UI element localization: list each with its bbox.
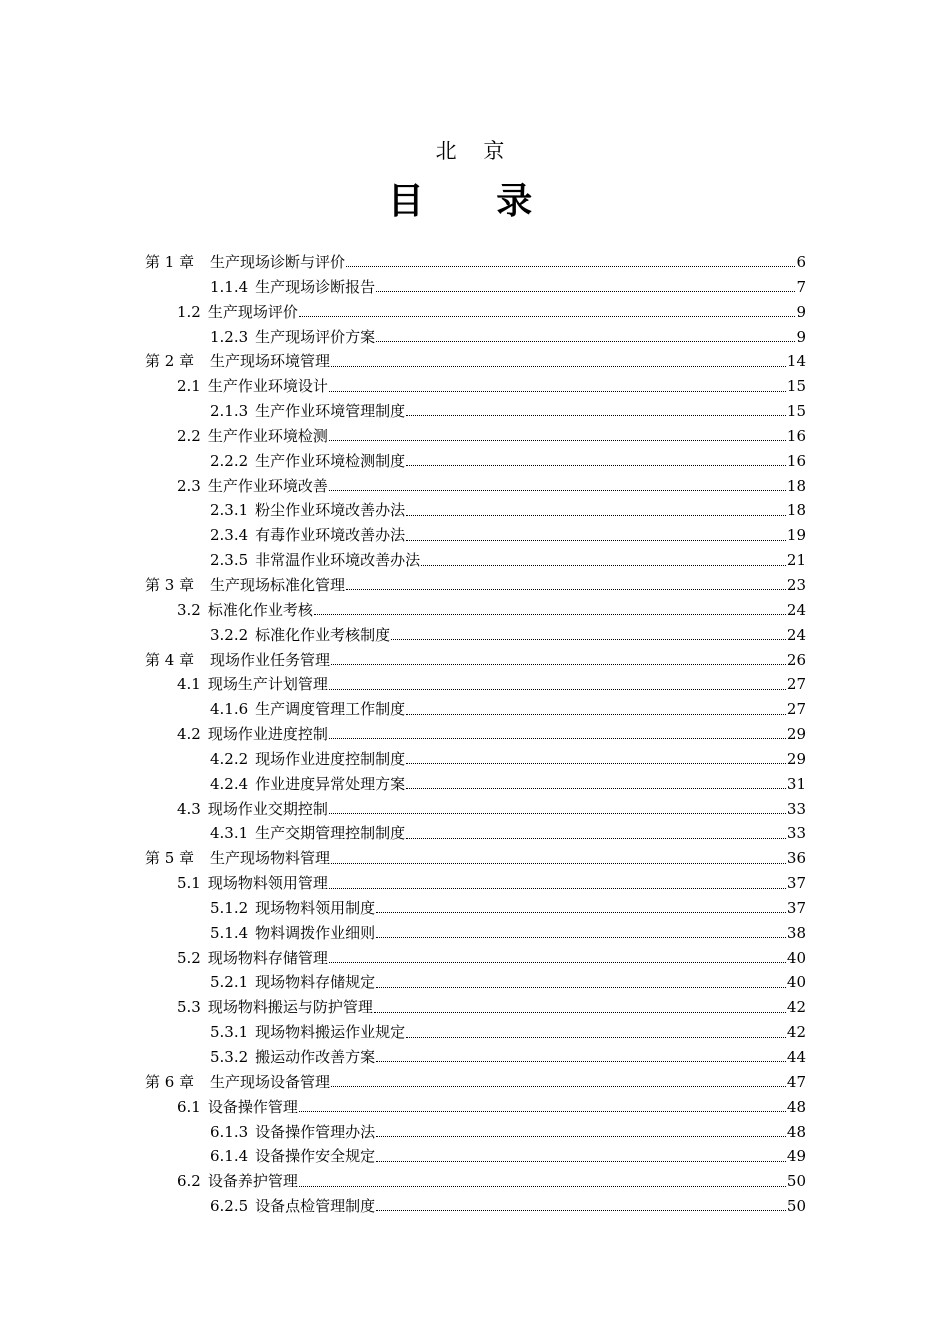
toc-entry[interactable] <box>145 896 806 921</box>
toc-entry-title: 生产作业环境检测制度 <box>255 451 406 470</box>
toc-entry-page: 40 <box>786 948 806 967</box>
toc-entry-page: 16 <box>786 426 806 445</box>
dot-leader <box>376 1124 786 1140</box>
toc-entry-page: 36 <box>786 849 806 868</box>
dot-leader <box>406 702 786 718</box>
dot-leader <box>329 677 786 693</box>
toc-entry[interactable] <box>145 772 806 797</box>
toc-entry-number: 6.2 <box>177 1172 201 1191</box>
toc-entry-page: 6 <box>796 253 806 271</box>
toc-entry-page: 50 <box>786 1172 806 1191</box>
toc-entry-number: 4.1.6 <box>210 700 249 719</box>
toc-entry-page: 33 <box>786 799 806 818</box>
toc-entry-title: 现场物料搬运作业规定 <box>255 1023 406 1042</box>
toc-entry[interactable] <box>145 846 806 871</box>
toc-entry[interactable] <box>145 1020 806 1045</box>
toc-entry[interactable] <box>145 250 806 275</box>
toc-entry-page: 26 <box>786 650 806 669</box>
toc-entry[interactable] <box>145 821 806 846</box>
toc-entry-page: 24 <box>786 600 806 619</box>
toc-entry-number: 第 6 章 <box>145 1072 195 1091</box>
toc-entry-page: 29 <box>786 725 806 744</box>
toc-entry[interactable] <box>145 548 806 573</box>
dot-leader <box>346 577 786 593</box>
toc-entry-page: 42 <box>786 1023 806 1042</box>
toc-entry-page: 24 <box>786 625 806 644</box>
toc-entry-number: 2.3 <box>177 476 201 495</box>
toc-entry-title: 生产调度管理工作制度 <box>255 700 406 719</box>
toc-entry-page: 9 <box>796 302 806 321</box>
toc-entry-page: 18 <box>786 501 806 520</box>
toc-entry-title: 生产现场设备管理 <box>210 1072 331 1091</box>
toc-entry-number: 2.2 <box>177 426 201 445</box>
toc-entry[interactable] <box>145 349 806 374</box>
toc-entry-number: 5.3.2 <box>210 1048 249 1066</box>
toc-entry-number: 2.1 <box>177 377 201 396</box>
dot-leader <box>406 1025 786 1041</box>
toc-entry-page: 48 <box>786 1122 806 1141</box>
toc-entry-page: 16 <box>786 451 806 470</box>
toc-entry-page: 40 <box>786 973 806 992</box>
toc-entry-title: 设备点检管理制度 <box>255 1197 376 1216</box>
toc-entry-title: 现场作业进度控制制度 <box>255 749 406 768</box>
toc-entry-number: 5.2 <box>177 948 201 967</box>
toc-entry-page: 50 <box>786 1197 806 1216</box>
toc-title: 目 录 <box>387 181 563 222</box>
toc-entry-number: 5.3.1 <box>210 1023 249 1042</box>
toc-entry-number: 1.2 <box>177 302 201 321</box>
toc-entry-page: 15 <box>786 402 806 421</box>
toc-entry-title: 现场物料领用制度 <box>255 898 376 917</box>
toc-entry-number: 2.1.3 <box>210 402 249 421</box>
toc-entry-number: 6.1 <box>177 1097 201 1116</box>
toc-entry-page: 44 <box>786 1048 806 1066</box>
toc-entry-title: 生产现场诊断报告 <box>255 277 376 296</box>
toc-entry[interactable] <box>145 921 806 946</box>
toc-entry[interactable] <box>145 449 806 474</box>
toc-entry-number: 6.1.4 <box>210 1147 249 1166</box>
toc-entry[interactable] <box>145 598 806 623</box>
toc-entry-title: 生产作业环境设计 <box>207 377 328 396</box>
toc-entry[interactable] <box>145 1194 806 1219</box>
toc-entry[interactable] <box>145 946 806 971</box>
toc-entry-number: 5.1.4 <box>210 923 249 942</box>
toc-entry-title: 现场物料存储管理 <box>207 948 328 967</box>
toc-entry-title: 现场物料领用管理 <box>207 874 328 893</box>
dot-leader <box>376 1149 786 1165</box>
toc-entry-title: 生产现场评价方案 <box>255 327 376 346</box>
toc-entry[interactable] <box>145 871 806 896</box>
toc-entry[interactable] <box>145 648 806 673</box>
toc-entry-number: 第 2 章 <box>145 352 195 371</box>
dot-leader <box>329 801 786 817</box>
toc-entry-title: 物料调拨作业细则 <box>255 923 376 942</box>
toc-entry-title: 生产作业环境检测 <box>207 426 328 445</box>
toc-entry[interactable] <box>145 275 806 300</box>
toc-entry-title: 现场作业交期控制 <box>207 799 328 818</box>
toc-entry-title: 生产作业环境改善 <box>207 476 328 495</box>
dot-leader <box>376 925 786 941</box>
toc-entry[interactable] <box>145 498 806 523</box>
dot-leader <box>374 1000 786 1016</box>
toc-entry[interactable] <box>145 523 806 548</box>
toc-entry[interactable] <box>145 399 806 424</box>
dot-leader <box>329 876 786 892</box>
toc-entry-page: 37 <box>786 898 806 917</box>
toc-entry-number: 2.2.2 <box>210 451 249 470</box>
dot-leader <box>406 453 786 469</box>
toc-entry[interactable] <box>145 1169 806 1194</box>
toc-entry-number: 4.3.1 <box>210 824 249 843</box>
dot-leader <box>331 354 786 370</box>
toc-entry-number: 4.2 <box>177 725 201 744</box>
toc-entry-title: 设备操作安全规定 <box>255 1147 376 1166</box>
toc-entry-title: 现场生产计划管理 <box>207 675 328 694</box>
toc-entry-page: 21 <box>786 551 806 570</box>
toc-entry-title: 设备操作管理 <box>207 1097 298 1116</box>
dot-leader <box>376 1049 786 1065</box>
toc-entry-page: 49 <box>786 1147 806 1166</box>
toc-entry-title: 现场物料存储规定 <box>255 973 376 992</box>
toc-entry-number: 4.1 <box>177 675 201 694</box>
dot-leader <box>406 403 786 419</box>
toc-entry[interactable] <box>145 697 806 722</box>
toc-entry-number: 5.1 <box>177 874 201 893</box>
toc-entry[interactable] <box>145 1095 806 1120</box>
toc-entry-page: 15 <box>786 377 806 396</box>
dot-leader <box>331 1074 786 1090</box>
toc-entry[interactable] <box>145 1045 806 1070</box>
dot-leader <box>406 503 786 519</box>
toc-entry-title: 设备操作管理办法 <box>255 1122 376 1141</box>
dot-leader <box>406 528 786 544</box>
toc-entry-number: 4.2.2 <box>210 749 249 768</box>
toc-entry-page: 38 <box>786 923 806 942</box>
dot-leader <box>329 379 786 395</box>
dot-leader <box>376 975 786 991</box>
toc-entry-page: 27 <box>786 675 806 694</box>
dot-leader <box>329 726 786 742</box>
dot-leader <box>299 1174 786 1190</box>
toc-entry-number: 6.2.5 <box>210 1197 249 1216</box>
toc-entry[interactable] <box>145 1120 806 1145</box>
toc-entry-number: 6.1.3 <box>210 1122 249 1141</box>
toc-entry[interactable] <box>145 672 806 697</box>
toc-entry-number: 5.2.1 <box>210 973 249 992</box>
toc-entry-title: 标准化作业考核制度 <box>255 625 391 644</box>
toc-entry-title: 生产作业环境管理制度 <box>255 402 406 421</box>
toc-entry-page: 23 <box>786 575 806 594</box>
dot-leader <box>376 1198 786 1214</box>
toc-entry-number: 4.2.4 <box>210 774 249 793</box>
dot-leader <box>299 304 796 320</box>
toc-entry[interactable] <box>145 747 806 772</box>
dot-leader <box>299 1099 786 1115</box>
toc-entry-title: 现场物料搬运与防护管理 <box>207 998 373 1017</box>
dot-leader <box>391 627 786 643</box>
toc-entry-page: 37 <box>786 874 806 893</box>
toc-entry-number: 第 4 章 <box>145 650 195 669</box>
toc-entry-title: 生产现场物料管理 <box>210 849 331 868</box>
toc-entry[interactable] <box>145 325 806 350</box>
toc-entry-title: 标准化作业考核 <box>207 600 313 619</box>
toc-entry-title: 搬运动作改善方案 <box>255 1048 376 1066</box>
toc-entry-number: 第 5 章 <box>145 849 195 868</box>
toc-entry-title: 生产交期管理控制制度 <box>255 824 406 843</box>
toc-entry-number: 第 3 章 <box>145 575 195 594</box>
toc-entry-number: 3.2 <box>177 600 201 619</box>
toc-entry-title: 现场作业任务管理 <box>210 650 331 669</box>
toc-entry-page: 19 <box>786 526 806 545</box>
toc-entry-page: 31 <box>786 774 806 793</box>
toc-entry-page: 14 <box>786 352 806 371</box>
toc-entry[interactable] <box>145 374 806 399</box>
toc-entry[interactable] <box>145 474 806 499</box>
toc-entry[interactable] <box>145 1144 806 1169</box>
toc-entry[interactable] <box>145 1070 806 1095</box>
dot-leader <box>329 428 786 444</box>
toc-entry-page: 48 <box>786 1097 806 1116</box>
toc-entry-title: 生产现场环境管理 <box>210 352 331 371</box>
toc-entry-number: 1.1.4 <box>210 277 249 296</box>
dot-leader <box>376 900 786 916</box>
toc-entry-page: 29 <box>786 749 806 768</box>
toc-entry-title: 生产现场评价 <box>207 302 298 321</box>
toc-entry[interactable] <box>145 995 806 1020</box>
city-heading: 北 京 <box>435 139 515 163</box>
toc-entry-number: 3.2.2 <box>210 625 249 644</box>
table-of-contents <box>145 250 806 1219</box>
toc-entry-number: 2.3.1 <box>210 501 249 520</box>
toc-entry-number: 2.3.5 <box>210 551 249 570</box>
toc-entry-number: 2.3.4 <box>210 526 249 545</box>
toc-entry-title: 生产现场诊断与评价 <box>210 253 346 271</box>
toc-entry-page: 7 <box>796 277 806 296</box>
toc-entry-title: 作业进度异常处理方案 <box>255 774 406 793</box>
toc-entry-page: 27 <box>786 700 806 719</box>
dot-leader <box>421 553 786 569</box>
toc-entry-number: 第 1 章 <box>145 253 195 271</box>
dot-leader <box>406 776 786 792</box>
dot-leader <box>376 279 795 295</box>
toc-entry-title: 有毒作业环境改善办法 <box>255 526 406 545</box>
dot-leader <box>331 652 786 668</box>
toc-entry-number: 4.3 <box>177 799 201 818</box>
toc-entry[interactable] <box>145 797 806 822</box>
toc-entry-number: 5.1.2 <box>210 898 249 917</box>
dot-leader <box>329 950 786 966</box>
toc-entry-number: 1.2.3 <box>210 327 249 346</box>
toc-entry-page: 42 <box>786 998 806 1017</box>
toc-entry-title: 非常温作业环境改善办法 <box>255 551 421 570</box>
toc-entry[interactable] <box>145 623 806 648</box>
toc-entry[interactable] <box>145 722 806 747</box>
dot-leader <box>331 851 786 867</box>
dot-leader <box>329 478 786 494</box>
toc-entry-number: 5.3 <box>177 998 201 1017</box>
dot-leader <box>406 826 786 842</box>
dot-leader <box>314 602 786 618</box>
toc-entry-page: 33 <box>786 824 806 843</box>
toc-entry-title: 设备养护管理 <box>207 1172 298 1191</box>
toc-entry[interactable] <box>145 300 806 325</box>
toc-entry[interactable] <box>145 424 806 449</box>
toc-entry-page: 47 <box>786 1072 806 1091</box>
toc-entry-title: 现场作业进度控制 <box>207 725 328 744</box>
toc-entry-title: 生产现场标准化管理 <box>210 575 346 594</box>
toc-entry[interactable] <box>145 970 806 995</box>
dot-leader <box>376 329 795 345</box>
toc-entry-page: 18 <box>786 476 806 495</box>
toc-entry-title: 粉尘作业环境改善办法 <box>255 501 406 520</box>
toc-entry[interactable] <box>145 573 806 598</box>
dot-leader <box>406 751 786 767</box>
dot-leader <box>346 254 795 270</box>
toc-entry-page: 9 <box>796 327 806 346</box>
